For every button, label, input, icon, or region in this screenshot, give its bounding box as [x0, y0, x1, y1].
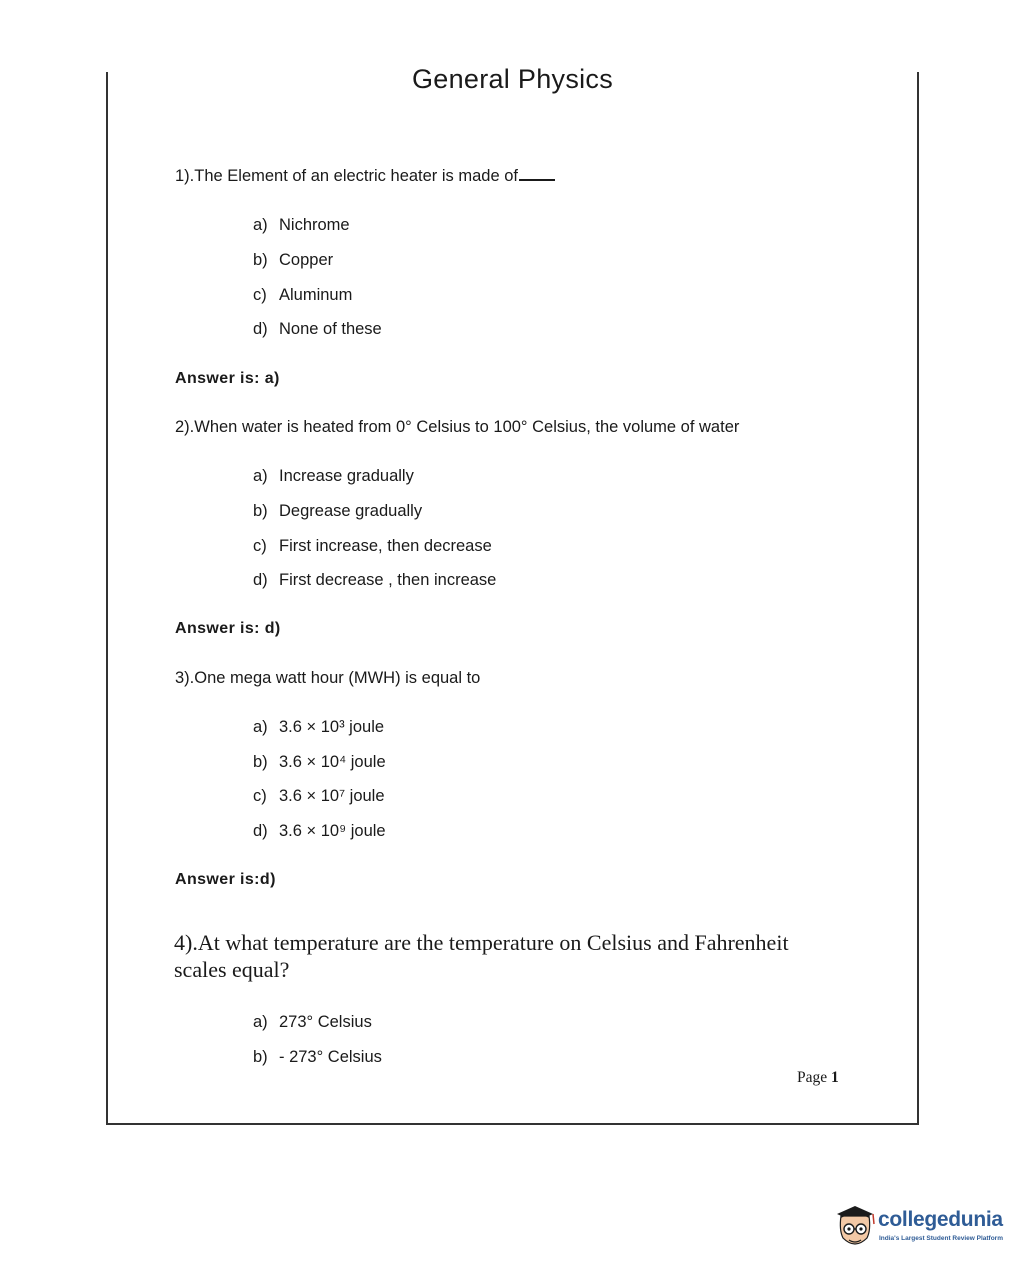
- page-border-left: [106, 72, 108, 1125]
- option-2d: d) First decrease , then increase: [253, 571, 497, 589]
- page-border-right: [917, 72, 919, 1125]
- option-3c: c) 3.6 × 10⁷ joule: [253, 787, 385, 805]
- answer-1: Answer is: a): [175, 370, 280, 387]
- collegedunia-logo[interactable]: [833, 1200, 1003, 1252]
- option-3a: a) 3.6 × 10³ joule: [253, 718, 385, 736]
- option-4b: b) - 273° Celsius: [253, 1048, 382, 1066]
- question-1-text: 1).The Element of an electric heater is made of: [175, 167, 519, 185]
- option-3b: b) 3.6 × 10⁴ joule: [253, 753, 386, 771]
- option-3d: d) 3.6 × 10⁹ joule: [253, 822, 386, 840]
- option-4a: a) 273° Celsius: [253, 1013, 372, 1031]
- answer-3: Answer is:d): [175, 871, 276, 888]
- option-1c: c) Aluminum: [253, 286, 353, 304]
- logo-tagline: India's Largest Student Review Platform: [879, 1235, 1003, 1242]
- option-1b: b) Copper: [253, 251, 334, 269]
- option-2c: c) First increase, then decrease: [253, 537, 492, 555]
- option-2b: b) Degrease gradually: [253, 502, 423, 520]
- option-2a: a) Increase gradually: [253, 467, 414, 485]
- mascot-icon: [833, 1200, 877, 1252]
- question-1: [175, 167, 555, 186]
- option-1d: d) None of these: [253, 320, 382, 338]
- question-4: 4).At what temperature are the temperature on Celsius and Fahrenheit scales equal?: [174, 930, 789, 982]
- page-title: General Physics: [411, 64, 614, 94]
- page-number: Page 1: [797, 1069, 839, 1086]
- question-2: 2).When water is heated from 0° Celsius to 100° Celsius, the volume of water: [175, 418, 740, 436]
- page-border-bottom: [106, 1123, 919, 1125]
- answer-blank: [519, 179, 555, 181]
- logo-wordmark: collegedunia: [878, 1208, 1003, 1231]
- option-1a: a) Nichrome: [253, 216, 350, 234]
- answer-2: Answer is: d): [175, 620, 281, 637]
- question-3: 3).One mega watt hour (MWH) is equal to: [175, 669, 481, 687]
